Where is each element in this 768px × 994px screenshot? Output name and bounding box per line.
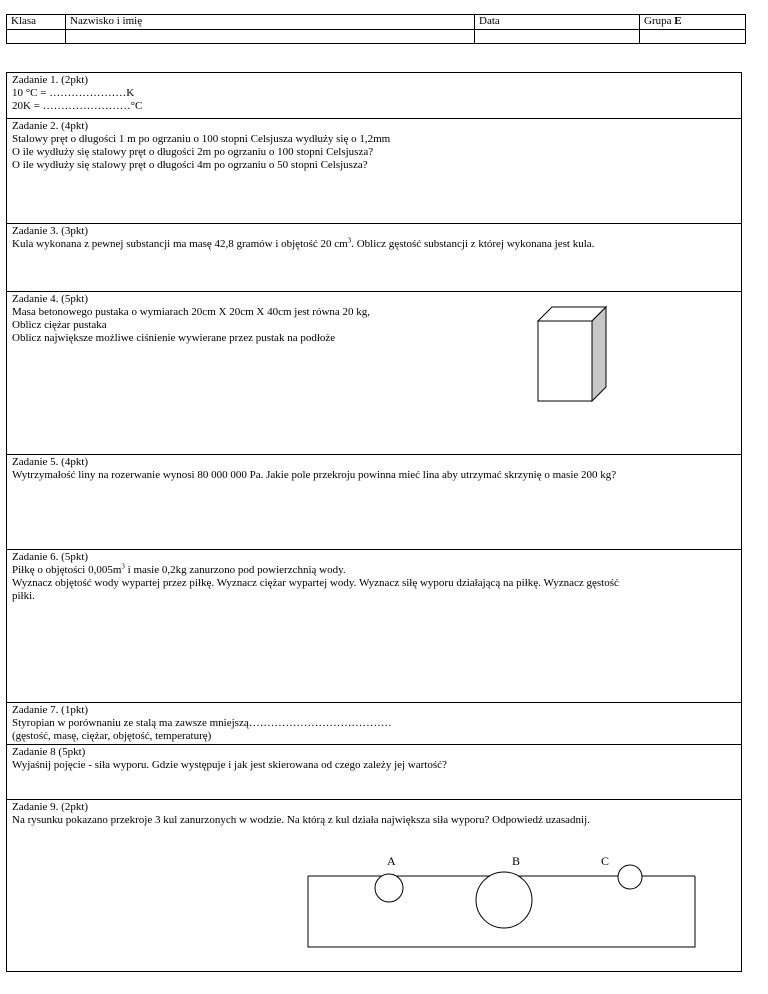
nazwisko-field[interactable] (66, 30, 475, 44)
header-data: Data (475, 15, 640, 30)
ball-a (375, 874, 403, 902)
task-line: piłki. (12, 590, 35, 602)
header-table (6, 14, 746, 44)
task-line: Styropian w porównaniu ze stalą ma zawsze mniejszą………………………………… (12, 717, 392, 729)
task-8 (7, 744, 741, 799)
brick-illustration (532, 303, 612, 403)
task-title: Zadanie 2. (4pkt) (12, 120, 89, 132)
task-text: . Oblicz gęstość substancji z której wykonana jest kula. (351, 238, 595, 250)
task-line: Wytrzymałość liny na rozerwanie wynosi 80 000 000 Pa. Jakie pole przekroju powinna mieć lina aby utrzymać skrzynię o masie 200 kg? (12, 469, 617, 481)
task-title: Zadanie 9. (2pkt) (12, 801, 89, 813)
label-c: C (601, 854, 610, 868)
task-line: O ile wydłuży się stalowy pręt o długości 2m po ogrzaniu o 100 stopni Celsjusza? (12, 146, 374, 158)
task-title: Zadanie 1. (2pkt) (12, 74, 89, 86)
task-title: Zadanie 8 (5pkt) (12, 746, 86, 758)
header-grupa (640, 15, 746, 30)
task-line: Wyjaśnij pojęcie - siła wyporu. Gdzie występuje i jak jest skierowana od czego zależy jej wartość? (12, 759, 447, 771)
task-4 (7, 291, 741, 454)
task-text: Kula wykonana z pewnej substancji ma masę 42,8 gramów i objętość 20 cm (12, 238, 348, 250)
task-9 (7, 799, 741, 971)
task-title: Zadanie 6. (5pkt) (12, 551, 89, 563)
task-text: Piłkę o objętości 0,005m (12, 564, 122, 576)
task-title: Zadanie 3. (3pkt) (12, 225, 89, 237)
task-line: Stalowy pręt o długości 1 m po ogrzaniu o 100 stopni Celsjusza wydłuży się o 1,2mm (12, 133, 391, 145)
task-text: i masie 0,2kg zanurzono pod powierzchnią wody. (124, 564, 346, 576)
grupa-label: Grupa (644, 15, 672, 27)
task-line: Na rysunku pokazano przekroje 3 kul zanurzonych w wodzie. Na którą z kul działa największa siła wyporu? Odpowiedź uzasadnij. (12, 814, 590, 826)
task-title: Zadanie 4. (5pkt) (12, 293, 89, 305)
task-line: Oblicz ciężar pustaka (12, 319, 107, 331)
grupa-field[interactable] (640, 30, 746, 44)
grupa-value: E (674, 15, 682, 27)
tasks-container (6, 72, 742, 972)
task-6 (7, 549, 741, 702)
klasa-field[interactable] (7, 30, 66, 44)
label-b: B (512, 854, 521, 868)
header-nazwisko: Nazwisko i imię (66, 15, 475, 30)
task-line: Masa betonowego pustaka o wymiarach 20cm X 20cm X 40cm jest równa 20 kg, (12, 306, 371, 318)
task-line (12, 238, 736, 251)
task-line: 10 °C = …………………K (12, 87, 135, 99)
task-line: 20K = ……………………°C (12, 100, 143, 112)
ball-b (476, 872, 532, 928)
water-diagram (302, 852, 702, 962)
task-1 (7, 73, 741, 118)
header-klasa: Klasa (7, 15, 66, 30)
task-3 (7, 223, 741, 291)
task-5 (7, 454, 741, 549)
task-line: O ile wydłuży się stalowy pręt o długości 4m po ogrzaniu o 50 stopni Celsjusza? (12, 159, 368, 171)
task-line: (gęstość, masę, ciężar, objętość, temperaturę) (12, 730, 212, 742)
task-line (12, 564, 736, 577)
task-2 (7, 118, 741, 223)
task-7 (7, 702, 741, 744)
superscript: 3 (121, 562, 125, 571)
task-line: Oblicz największe możliwe ciśnienie wywierane przez pustak na podłoże (12, 332, 336, 344)
data-field[interactable] (475, 30, 640, 44)
ball-c (618, 865, 642, 889)
task-line: Wyznacz objętość wody wypartej przez piłkę. Wyznacz ciężar wypartej wody. Wyznacz siłę wyporu działającą na piłkę. Wyznacz gęstość (12, 577, 619, 589)
label-a: A (387, 854, 396, 868)
superscript: 3 (347, 236, 352, 245)
task-title: Zadanie 7. (1pkt) (12, 704, 89, 716)
task-title: Zadanie 5. (4pkt) (12, 456, 89, 468)
